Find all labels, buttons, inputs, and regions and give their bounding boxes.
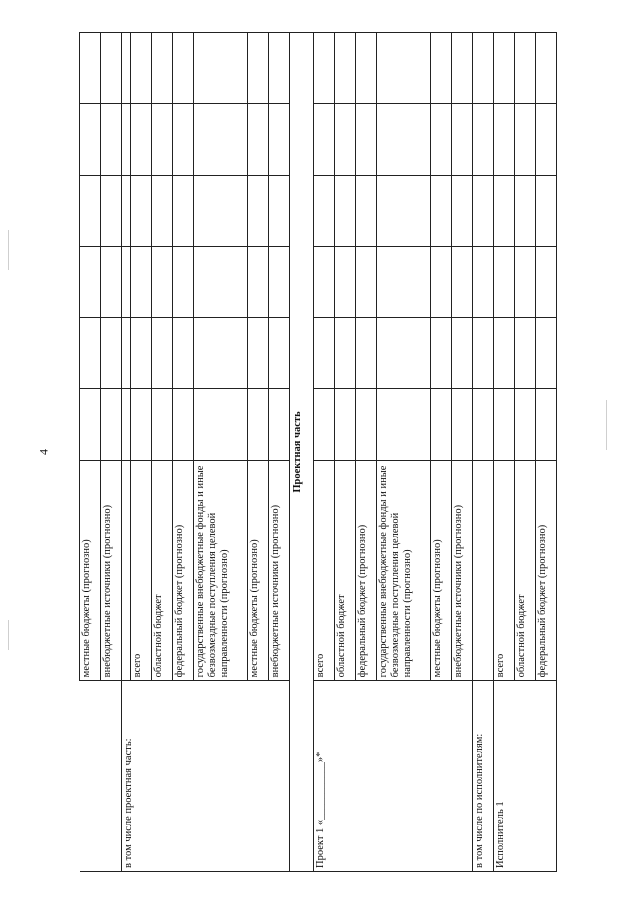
project-label-cell: Проект 1 «___________»*: [313, 681, 472, 872]
scan-artifact-line: [8, 230, 9, 270]
source-cell: всего: [313, 460, 334, 681]
source-cell: государственные внебюджетные фонды и иные безвозмездные поступления целевой направленности (прогнозно): [376, 460, 431, 681]
source-cell: местные бюджеты (прогнозно): [80, 460, 101, 681]
source-cell: федеральный бюджет (прогнозно): [355, 460, 376, 681]
budget-table: [79, 32, 557, 872]
executors-label-cell: в том числе по исполнителям:: [472, 681, 493, 872]
table-row: [121, 33, 130, 872]
budget-table-rotated: [79, 32, 557, 872]
source-cell: всего: [493, 460, 514, 681]
source-cell: областной бюджет: [151, 460, 172, 681]
source-cell: областной бюджет: [514, 460, 535, 681]
source-cell: внебюджетные источники (прогнозно): [269, 460, 290, 681]
source-cell: областной бюджет: [334, 460, 355, 681]
source-cell: государственные внебюджетные фонды и иные безвозмездные поступления целевой направленности (прогнозно): [193, 460, 248, 681]
section-title-row: [290, 33, 314, 872]
table-row: [493, 33, 514, 872]
section-title: Проектная часть: [290, 33, 314, 872]
page-number: 4: [36, 449, 51, 455]
table-row: [472, 33, 493, 872]
source-cell: внебюджетные источники (прогнозно): [452, 460, 473, 681]
source-cell: местные бюджеты (прогнозно): [431, 460, 452, 681]
table-row: [313, 33, 334, 872]
scan-artifact-line: [8, 620, 9, 650]
table-row: [100, 33, 121, 872]
executor-label-cell: Исполнитель 1: [493, 681, 556, 872]
source-cell: федеральный бюджет (прогнозно): [172, 460, 193, 681]
source-cell: внебюджетные источники (прогнозно): [100, 460, 121, 681]
source-cell: местные бюджеты (прогнозно): [248, 460, 269, 681]
source-cell: федеральный бюджет (прогнозно): [535, 460, 556, 681]
subtotal-label-cell: в том числе проектная часть:: [121, 681, 289, 872]
scan-artifact-line: [606, 400, 607, 450]
table-row: [80, 33, 101, 872]
label-cell: [80, 681, 101, 872]
label-cell: [100, 681, 121, 872]
source-cell: всего: [130, 460, 151, 681]
